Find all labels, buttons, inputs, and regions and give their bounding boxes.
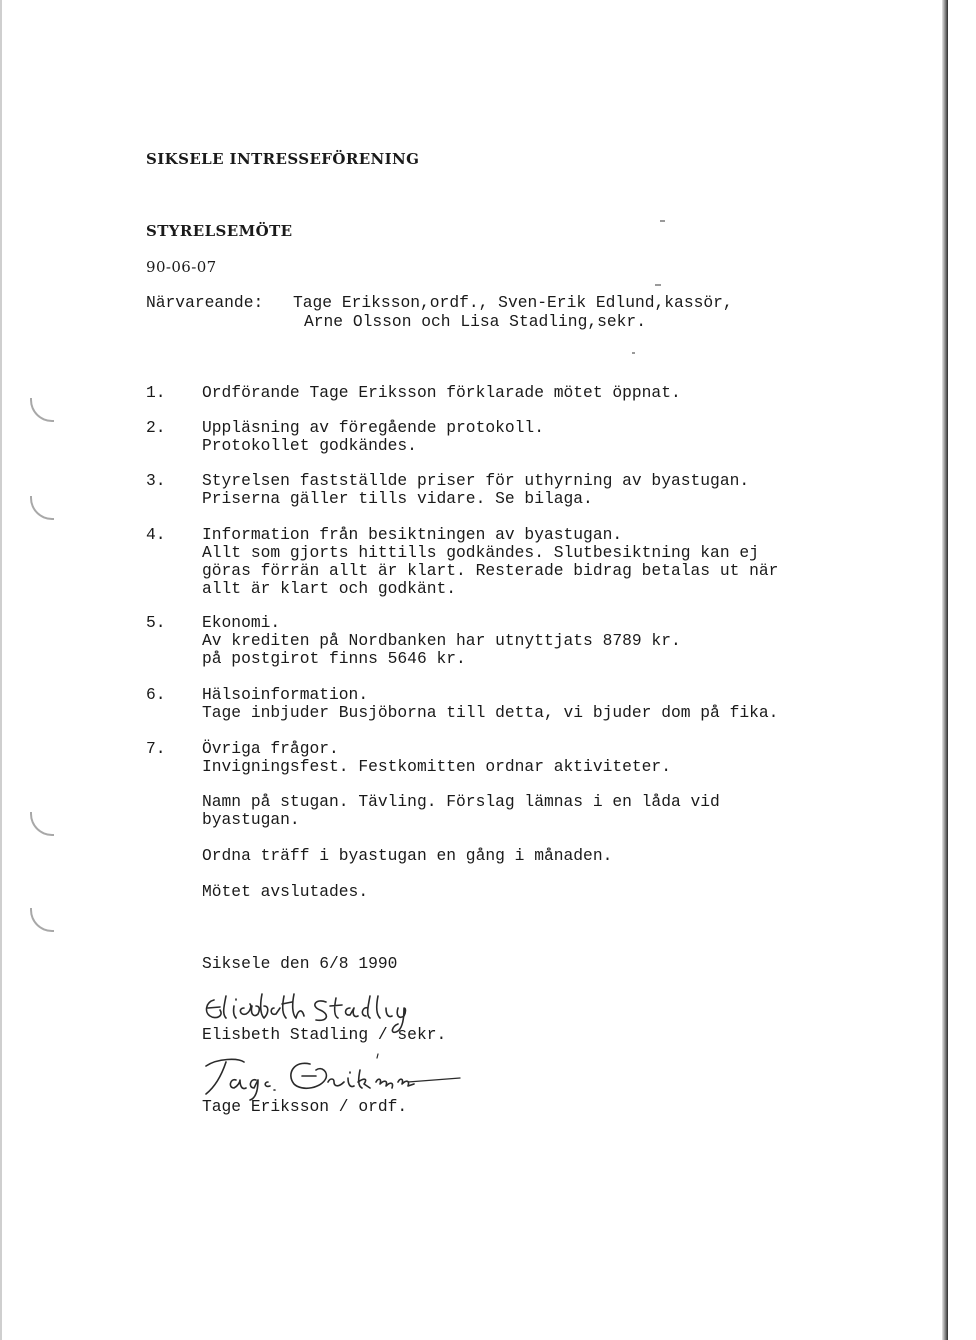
punch-hole-mark [30, 908, 54, 932]
scan-speck [655, 284, 661, 286]
item-line: Av krediten på Nordbanken har utnyttjats 8789 kr. [202, 631, 681, 650]
item-line: Invigningsfest. Festkomitten ordnar aktiviteter. [202, 757, 671, 776]
paragraph-line: Namn på stugan. Tävling. Förslag lämnas i en låda vid [202, 792, 720, 811]
agenda-item [202, 526, 778, 598]
scan-speck [632, 352, 635, 354]
scan-edge-right [942, 0, 948, 1340]
meeting-date: 90-06-07 [146, 258, 217, 276]
paragraph [202, 847, 612, 865]
item-line: Tage inbjuder Busjöborna till detta, vi bjuder dom på fika. [202, 703, 779, 722]
attendees-line: Arne Olsson och Lisa Stadling,sekr. [304, 312, 646, 331]
paragraph [202, 883, 368, 901]
signature-tage-eriksson [198, 1052, 468, 1102]
item-line: Hälsoinformation. [202, 685, 369, 704]
item-number: 5. [146, 613, 166, 632]
item-line: Information från besiktningen av byastugan. [202, 525, 623, 544]
organization-title: SIKSELE INTRESSEFÖRENING [146, 150, 420, 168]
item-line: Allt som gjorts hittills godkändes. Slutbesiktning kan ej [202, 543, 759, 562]
item-line: allt är klart och godkänt. [202, 579, 457, 598]
item-line: Ordförande Tage Eriksson förklarade mötet öppnat. [202, 383, 681, 402]
item-number: 7. [146, 739, 166, 758]
item-number: 6. [146, 685, 166, 704]
agenda-item [202, 686, 778, 722]
paragraph-line: Mötet avslutades. [202, 882, 369, 901]
scan-speck [660, 220, 665, 222]
agenda-item [202, 384, 681, 402]
place-date: Siksele den 6/8 1990 [202, 954, 398, 973]
item-number: 3. [146, 471, 166, 490]
paragraph-line: Ordna träff i byastugan en gång i månaden. [202, 846, 613, 865]
item-line: Ekonomi. [202, 613, 281, 632]
item-line: Priserna gäller tills vidare. Se bilaga. [202, 489, 593, 508]
item-line: Styrelsen fastställde priser för uthyrning av byastugan. [202, 471, 750, 490]
agenda-item [202, 740, 671, 776]
item-number: 2. [146, 418, 166, 437]
item-line: på postgirot finns 5646 kr. [202, 649, 466, 668]
paragraph-line: byastugan. [202, 810, 300, 829]
agenda-item [202, 472, 749, 508]
item-number: 1. [146, 383, 166, 402]
punch-hole-mark [30, 812, 54, 836]
item-line: göras förrän allt är klart. Resterade bidrag betalas ut när [202, 561, 779, 580]
item-line: Protokollet godkändes. [202, 436, 417, 455]
signatory-name: Tage Eriksson / ordf. [202, 1097, 408, 1116]
meeting-title: STYRELSEMÖTE [146, 222, 293, 240]
agenda-item [202, 419, 544, 455]
punch-hole-mark [30, 398, 54, 422]
punch-hole-mark [30, 496, 54, 520]
attendees-label: Närvareande: [146, 293, 264, 312]
scan-edge-left [0, 0, 2, 1340]
attendees-line: Tage Eriksson,ordf., Sven-Erik Edlund,kassör, [293, 293, 733, 312]
item-line: Uppläsning av föregående protokoll. [202, 418, 544, 437]
paragraph [202, 793, 720, 829]
agenda-item [202, 614, 681, 668]
signatory-name: Elisbeth Stadling / sekr. [202, 1025, 447, 1044]
item-number: 4. [146, 525, 166, 544]
item-line: Övriga frågor. [202, 739, 339, 758]
